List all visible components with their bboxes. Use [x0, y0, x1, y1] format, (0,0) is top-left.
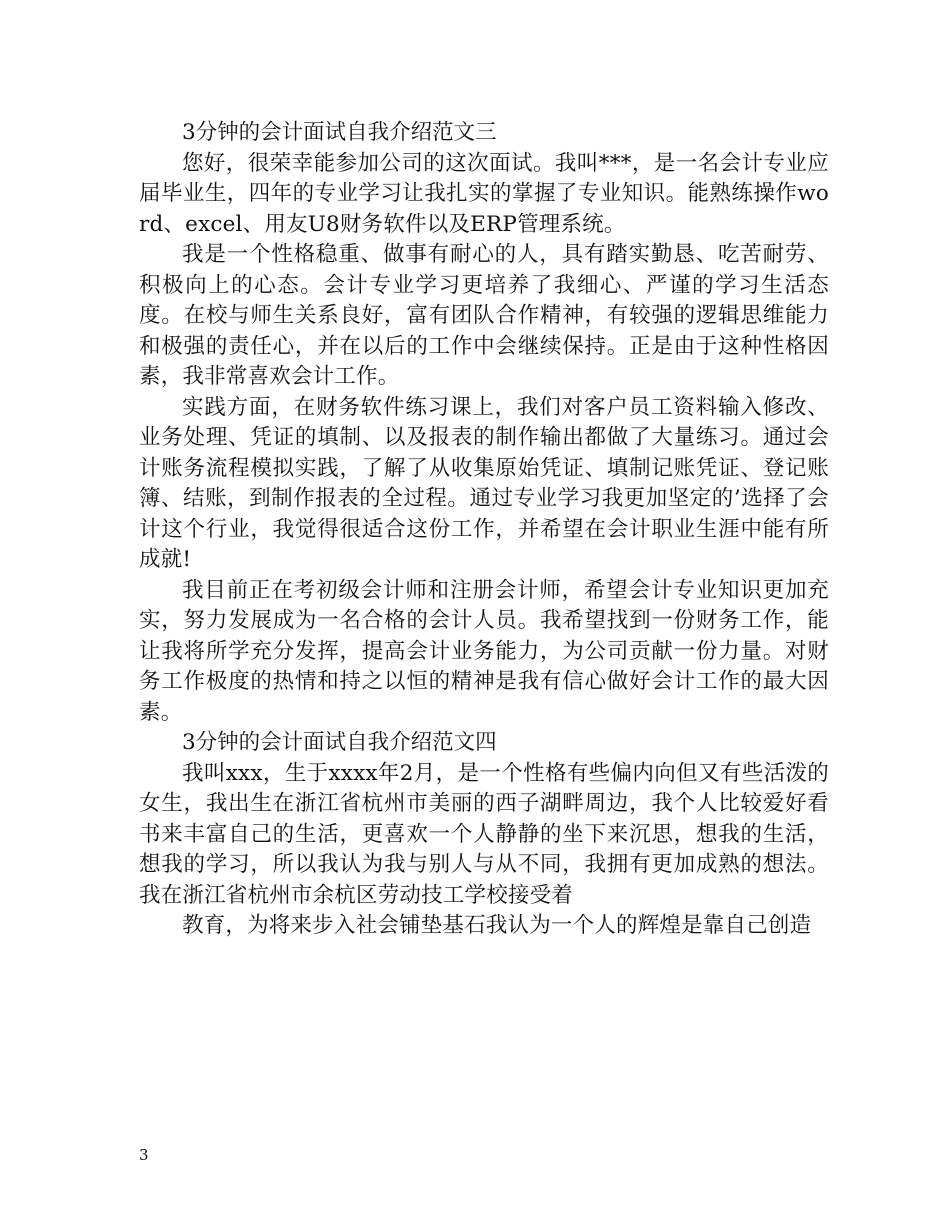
section-heading: 3分钟的会计面试自我介绍范文四 [182, 730, 497, 755]
page-number: 3 [139, 1146, 149, 1164]
paragraph: 我是一个性格稳重、做事有耐心的人，具有踏实勤恳、吃苦耐劳、积极向上的心态。会计专业学习更培养了我细心、严谨的学习生活态度。在校与师生关系良好，富有团队合作精神，有较强的逻辑思维能力和极强的责任心，并在以后的工作中会继续保持。正是由于这种性格因素，我非常喜欢会计工作。 [139, 242, 829, 389]
paragraph: 您好，很荣幸能参加公司的这次面试。我叫***，是一名会计专业应届毕业生，四年的专业学习让我扎实的掌握了专业知识。能熟练操作word、excel、用友U8财务软件以及ERP管理系统。 [139, 150, 829, 237]
section-heading: 3分钟的会计面试自我介绍范文三 [182, 120, 497, 145]
paragraph: 教育，为将来步入社会铺垫基石我认为一个人的辉煌是靠自己创造 [182, 913, 812, 938]
paragraph: 实践方面，在财务软件练习课上，我们对客户员工资料输入修改、业务处理、凭证的填制、以及报表的制作输出都做了大量练习。通过会计账务流程模拟实践，了解了从收集原始凭证、填制记账凭证、登记账簿、结账，到制作报表的全过程。通过专业学习我更加坚定的’选择了会计这个行业，我觉得很适合这份工作，并希望在会计职业生涯中能有所成就! [139, 394, 829, 572]
document-body [139, 118, 829, 942]
paragraph: 我叫xxx，生于xxxx年2月，是一个性格有些偏内向但又有些活泼的女生，我出生在浙江省杭州市美丽的西子湖畔周边，我个人比较爱好看书来丰富自己的生活，更喜欢一个人静静的坐下来沉思，想我的生活，想我的学习，所以我认为我与别人与从不同，我拥有更加成熟的想法。我在浙江省杭州市余杭区劳动技工学校接受着 [139, 760, 829, 908]
paragraph: 我目前正在考初级会计师和注册会计师，希望会计专业知识更加充实，努力发展成为一名合格的会计人员。我希望找到一份财务工作，能让我将所学充分发挥，提高会计业务能力，为公司贡献一份力量。对财务工作极度的热情和持之以恒的精神是我有信心做好会计工作的最大因素。 [139, 577, 829, 725]
